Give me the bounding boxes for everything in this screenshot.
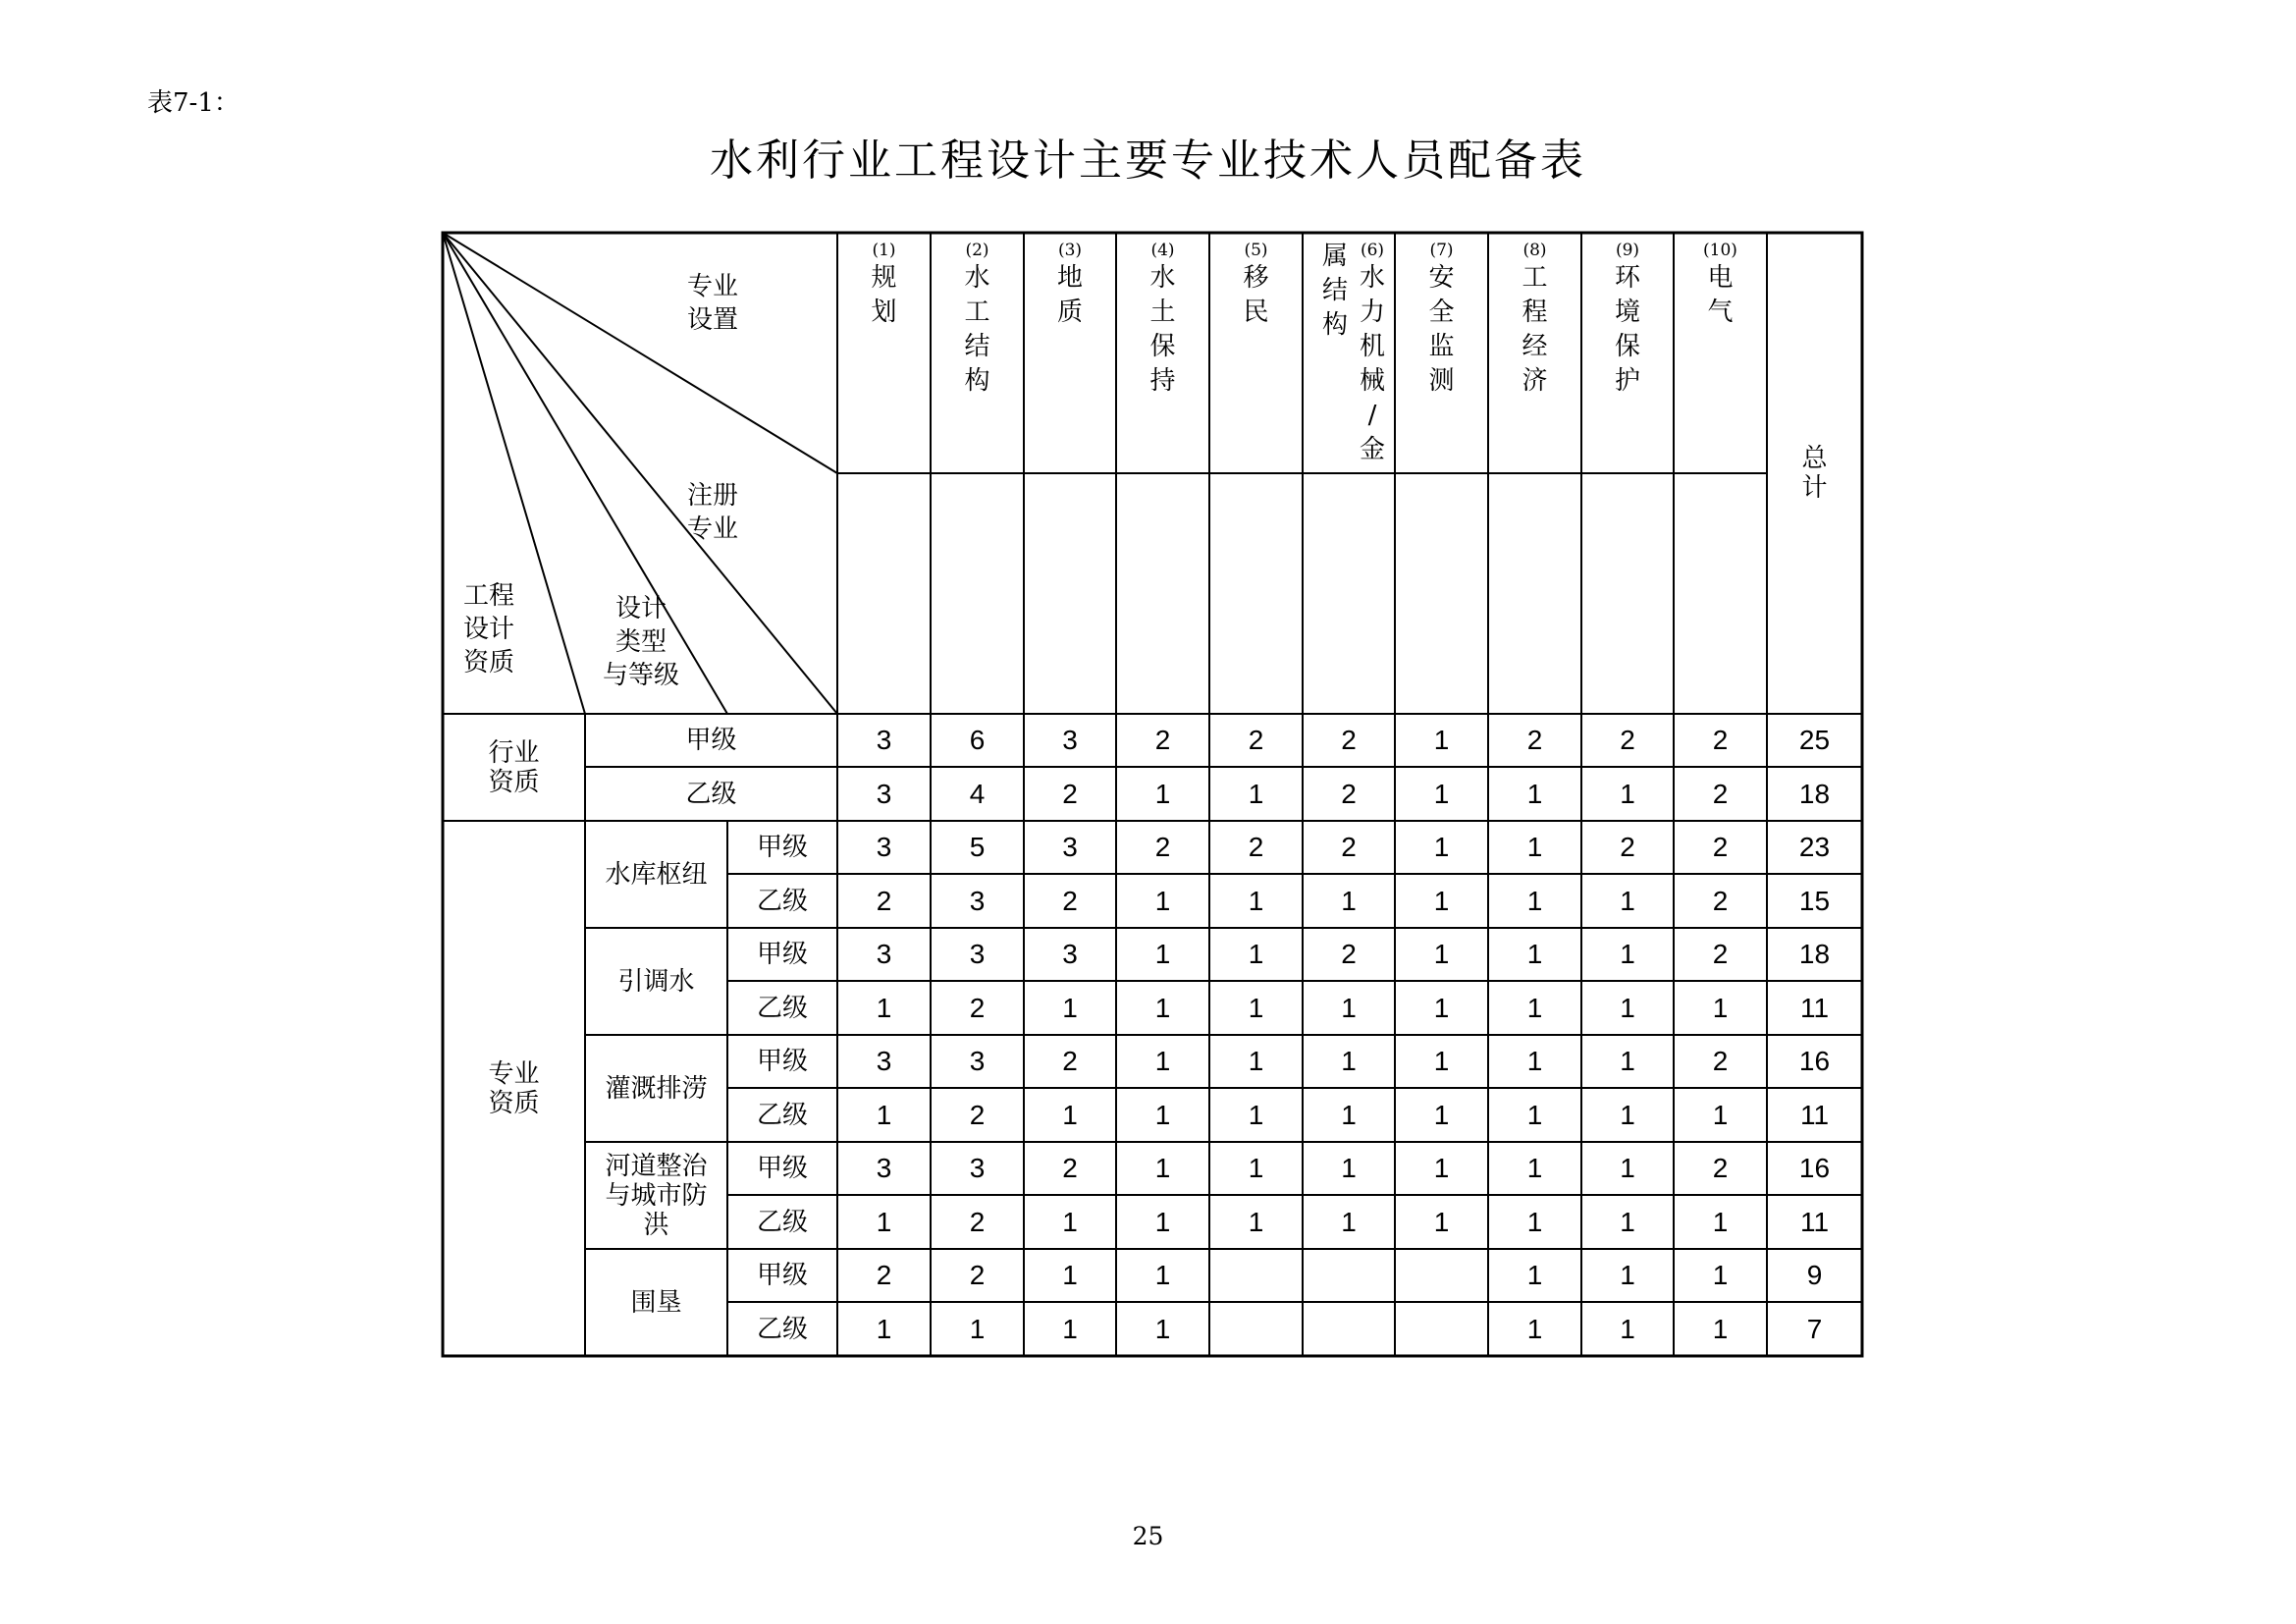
header-qualification: 工程 设计 资质 bbox=[463, 581, 515, 677]
table-cell: 1 bbox=[1433, 1206, 1450, 1237]
table-cell: 1 bbox=[1341, 1099, 1357, 1130]
table-cell: 2 bbox=[1620, 725, 1635, 755]
table-cell: 1 bbox=[876, 1313, 892, 1344]
row-total: 15 bbox=[1798, 885, 1831, 916]
table-cell: 1 bbox=[1341, 1153, 1357, 1183]
table-cell: 3 bbox=[969, 1046, 986, 1076]
table-cell: 1 bbox=[1248, 992, 1264, 1023]
table-cell: 3 bbox=[876, 725, 892, 755]
column-header-8 bbox=[1511, 240, 1560, 399]
table-cell: 1 bbox=[1062, 1206, 1078, 1237]
grade-label: 甲级 bbox=[756, 1047, 808, 1076]
table-cell: 6 bbox=[969, 725, 986, 755]
table-cell: 2 bbox=[876, 1260, 892, 1290]
table-cell: 1 bbox=[1620, 1099, 1635, 1130]
grade-label: 甲级 bbox=[685, 726, 737, 755]
table-cell: 1 bbox=[1620, 885, 1635, 916]
row-total: 11 bbox=[1799, 992, 1830, 1023]
table-cell: 1 bbox=[1248, 1099, 1264, 1130]
table-cell: 5 bbox=[969, 832, 986, 862]
table-cell: 3 bbox=[1062, 832, 1078, 862]
table-cell: 2 bbox=[1154, 725, 1171, 755]
column-header-2 bbox=[953, 240, 1002, 399]
row-total: 18 bbox=[1798, 939, 1831, 969]
header-major-setting: 专业 设置 bbox=[687, 272, 739, 335]
table-cell: 1 bbox=[1620, 1046, 1635, 1076]
table-cell: 2 bbox=[1712, 1153, 1729, 1183]
grade-label: 乙级 bbox=[756, 1207, 808, 1237]
table-cell: 1 bbox=[1526, 832, 1543, 862]
table-cell: 2 bbox=[876, 885, 892, 916]
table-cell: 3 bbox=[876, 939, 892, 969]
table-cell: 1 bbox=[1433, 1153, 1450, 1183]
column-number: (4) bbox=[1150, 241, 1175, 260]
table-cell: 2 bbox=[1154, 832, 1171, 862]
table-cell: 1 bbox=[1526, 1099, 1543, 1130]
column-label: 规 划 bbox=[871, 263, 897, 327]
row-total: 18 bbox=[1798, 778, 1831, 809]
grade-label: 甲级 bbox=[756, 940, 808, 969]
table-cell: 1 bbox=[1248, 939, 1264, 969]
table-cell: 3 bbox=[876, 1153, 892, 1183]
table-cell bbox=[1303, 1302, 1395, 1356]
header-design-type: 设计 类型 与等级 bbox=[603, 594, 680, 690]
table-cell: 4 bbox=[969, 778, 986, 809]
row-total: 11 bbox=[1799, 1206, 1830, 1237]
row-total: 25 bbox=[1798, 725, 1831, 755]
row-total: 7 bbox=[1806, 1313, 1823, 1344]
column-header-4 bbox=[1139, 240, 1188, 399]
table-cell bbox=[1395, 1302, 1488, 1356]
row-total: 23 bbox=[1798, 832, 1831, 862]
table-cell: 1 bbox=[1712, 1313, 1729, 1344]
row-total: 9 bbox=[1806, 1260, 1823, 1290]
table-cell: 2 bbox=[1341, 939, 1357, 969]
table-cell: 1 bbox=[1620, 939, 1635, 969]
table-cell: 1 bbox=[1526, 1046, 1543, 1076]
column-label: 水 工 结 构 bbox=[964, 263, 990, 396]
column-number: (7) bbox=[1429, 241, 1454, 260]
column-label: 地 质 bbox=[1056, 263, 1083, 327]
column-label: 水 土 保 持 bbox=[1149, 263, 1176, 396]
table-cell: 1 bbox=[1712, 1206, 1729, 1237]
table-cell: 1 bbox=[1062, 992, 1078, 1023]
table-cell: 1 bbox=[1248, 1046, 1264, 1076]
table-cell: 2 bbox=[1712, 832, 1729, 862]
table-cell: 1 bbox=[1154, 885, 1171, 916]
category-label: 河道整治 与城市防 洪 bbox=[605, 1151, 708, 1240]
table-cell: 1 bbox=[1341, 1206, 1357, 1237]
table-cell: 1 bbox=[1154, 939, 1171, 969]
column-header-5 bbox=[1232, 240, 1281, 330]
column-number: (10) bbox=[1703, 241, 1737, 260]
column-label: 环 境 保 护 bbox=[1614, 263, 1640, 396]
table-cell: 2 bbox=[1712, 725, 1729, 755]
table-cell: 2 bbox=[1341, 832, 1357, 862]
table-cell: 1 bbox=[1526, 1206, 1543, 1237]
table-cell: 3 bbox=[969, 1153, 986, 1183]
table-cell: 2 bbox=[1341, 778, 1357, 809]
grade-label: 乙级 bbox=[685, 779, 737, 809]
table-cell: 1 bbox=[969, 1313, 986, 1344]
column-number: (2) bbox=[965, 241, 989, 260]
column-header-3 bbox=[1045, 240, 1095, 330]
table-cell: 1 bbox=[1154, 992, 1171, 1023]
table-cell: 1 bbox=[1248, 778, 1264, 809]
table-cell: 1 bbox=[1712, 992, 1729, 1023]
table-cell: 2 bbox=[1248, 725, 1264, 755]
table-cell: 2 bbox=[1062, 778, 1078, 809]
table-cell: 1 bbox=[1526, 992, 1543, 1023]
column-label: 水 力 机 械 / 金 bbox=[1359, 263, 1385, 464]
column-header-10 bbox=[1696, 240, 1745, 330]
column-header-1 bbox=[860, 240, 909, 330]
table-cell: 1 bbox=[1526, 778, 1543, 809]
table-cell: 2 bbox=[969, 1206, 986, 1237]
table-cell bbox=[1303, 1249, 1395, 1302]
table-cell: 1 bbox=[1620, 992, 1635, 1023]
column-number: (9) bbox=[1615, 241, 1640, 260]
column-number: (8) bbox=[1522, 241, 1547, 260]
table-cell: 1 bbox=[1154, 1206, 1171, 1237]
table-cell: 1 bbox=[1620, 1153, 1635, 1183]
row-total: 16 bbox=[1798, 1046, 1831, 1076]
table-cell: 1 bbox=[1526, 1153, 1543, 1183]
column-header-9 bbox=[1603, 240, 1652, 399]
table-cell bbox=[1395, 1249, 1488, 1302]
table-cell: 2 bbox=[1712, 778, 1729, 809]
table-cell: 3 bbox=[969, 939, 986, 969]
category-label: 水库枢纽 bbox=[605, 859, 708, 890]
column-label: 工 程 经 济 bbox=[1522, 263, 1548, 396]
grade-label: 甲级 bbox=[756, 1261, 808, 1290]
table-cell: 2 bbox=[1062, 1153, 1078, 1183]
grade-label: 甲级 bbox=[756, 1154, 808, 1183]
column-number: (1) bbox=[872, 241, 896, 260]
table-cell: 2 bbox=[1712, 1046, 1729, 1076]
table-cell: 1 bbox=[1433, 992, 1450, 1023]
table-cell: 1 bbox=[1712, 1260, 1729, 1290]
table-cell: 1 bbox=[1433, 1046, 1450, 1076]
table-cell: 1 bbox=[1154, 1046, 1171, 1076]
table-cell: 1 bbox=[1154, 1099, 1171, 1130]
table-caption: 表7-1： bbox=[147, 88, 240, 118]
table-cell: 3 bbox=[969, 885, 986, 916]
table-cell: 2 bbox=[1712, 885, 1729, 916]
grade-label: 乙级 bbox=[756, 1314, 808, 1344]
group-professional-label: 专业 资质 bbox=[488, 1058, 540, 1118]
table-cell: 1 bbox=[1620, 778, 1635, 809]
category-label: 灌溉排涝 bbox=[605, 1073, 708, 1104]
table-cell: 1 bbox=[1341, 1046, 1357, 1076]
grade-label: 乙级 bbox=[756, 1100, 808, 1130]
table-cell: 1 bbox=[1433, 778, 1450, 809]
table-cell: 1 bbox=[1526, 939, 1543, 969]
column-label: 安 全 监 测 bbox=[1428, 263, 1455, 396]
table-cell: 1 bbox=[1248, 1206, 1264, 1237]
column-number: (5) bbox=[1244, 241, 1268, 260]
grade-label: 乙级 bbox=[756, 886, 808, 916]
table-cell: 1 bbox=[876, 1099, 892, 1130]
table-cell: 1 bbox=[1341, 885, 1357, 916]
page-number: 25 bbox=[1132, 1522, 1164, 1550]
table-cell: 3 bbox=[876, 1046, 892, 1076]
table-cell: 1 bbox=[876, 1206, 892, 1237]
table-cell bbox=[1209, 1302, 1303, 1356]
table-cell: 1 bbox=[1062, 1260, 1078, 1290]
table-cell: 1 bbox=[1062, 1099, 1078, 1130]
header-total: 总 计 bbox=[1801, 444, 1828, 503]
column-label: 移 民 bbox=[1243, 263, 1269, 327]
table-cell: 1 bbox=[1154, 1153, 1171, 1183]
table-cell: 1 bbox=[1154, 1260, 1171, 1290]
table-cell: 1 bbox=[1433, 885, 1450, 916]
table-cell: 2 bbox=[969, 1260, 986, 1290]
header-registered-major: 注册 专业 bbox=[687, 481, 739, 544]
table-cell: 2 bbox=[1620, 832, 1635, 862]
table-cell: 1 bbox=[1248, 885, 1264, 916]
table-cell: 1 bbox=[1248, 1153, 1264, 1183]
column-number: (6) bbox=[1360, 241, 1385, 260]
table-cell: 1 bbox=[1433, 1099, 1450, 1130]
table-cell: 2 bbox=[1248, 832, 1264, 862]
column-label: 电 气 bbox=[1707, 263, 1734, 327]
table-cell: 1 bbox=[1433, 725, 1450, 755]
table-cell: 1 bbox=[1620, 1260, 1635, 1290]
table-cell: 3 bbox=[876, 778, 892, 809]
column-number: (3) bbox=[1057, 241, 1083, 260]
table-cell bbox=[1209, 1249, 1303, 1302]
table-cell: 1 bbox=[1062, 1313, 1078, 1344]
table-cell: 1 bbox=[1620, 1313, 1635, 1344]
table-cell: 1 bbox=[1712, 1099, 1729, 1130]
table-cell: 1 bbox=[1526, 1260, 1543, 1290]
table-cell: 1 bbox=[1526, 1313, 1543, 1344]
grade-label: 乙级 bbox=[756, 993, 808, 1023]
row-total: 16 bbox=[1798, 1153, 1831, 1183]
table-cell: 2 bbox=[1062, 1046, 1078, 1076]
table-cell: 1 bbox=[1433, 832, 1450, 862]
table-cell: 2 bbox=[1062, 885, 1078, 916]
row-total: 11 bbox=[1799, 1099, 1830, 1130]
table-cell: 1 bbox=[1341, 992, 1357, 1023]
table-cell: 1 bbox=[1154, 1313, 1171, 1344]
table-cell: 3 bbox=[1062, 939, 1078, 969]
column-header-6 bbox=[1348, 240, 1397, 467]
category-label: 围垦 bbox=[630, 1287, 682, 1318]
table-cell: 1 bbox=[876, 992, 892, 1023]
table-cell: 2 bbox=[969, 1099, 986, 1130]
table-cell: 2 bbox=[969, 992, 986, 1023]
column-label-side: 属 结 构 bbox=[1321, 242, 1348, 340]
table-cell: 3 bbox=[876, 832, 892, 862]
category-label: 引调水 bbox=[617, 966, 695, 997]
table-cell: 1 bbox=[1154, 778, 1171, 809]
grade-label: 甲级 bbox=[756, 833, 808, 862]
table-cell: 1 bbox=[1433, 939, 1450, 969]
table-cell: 3 bbox=[1062, 725, 1078, 755]
table-title: 水利行业工程设计主要专业技术人员配备表 bbox=[710, 135, 1586, 186]
table-cell: 2 bbox=[1712, 939, 1729, 969]
table-cell: 1 bbox=[1526, 885, 1543, 916]
table-cell: 2 bbox=[1526, 725, 1543, 755]
group-industry-label: 行业 资质 bbox=[488, 737, 540, 797]
table-cell: 2 bbox=[1341, 725, 1357, 755]
table-cell: 1 bbox=[1620, 1206, 1635, 1237]
column-header-7 bbox=[1417, 240, 1467, 399]
